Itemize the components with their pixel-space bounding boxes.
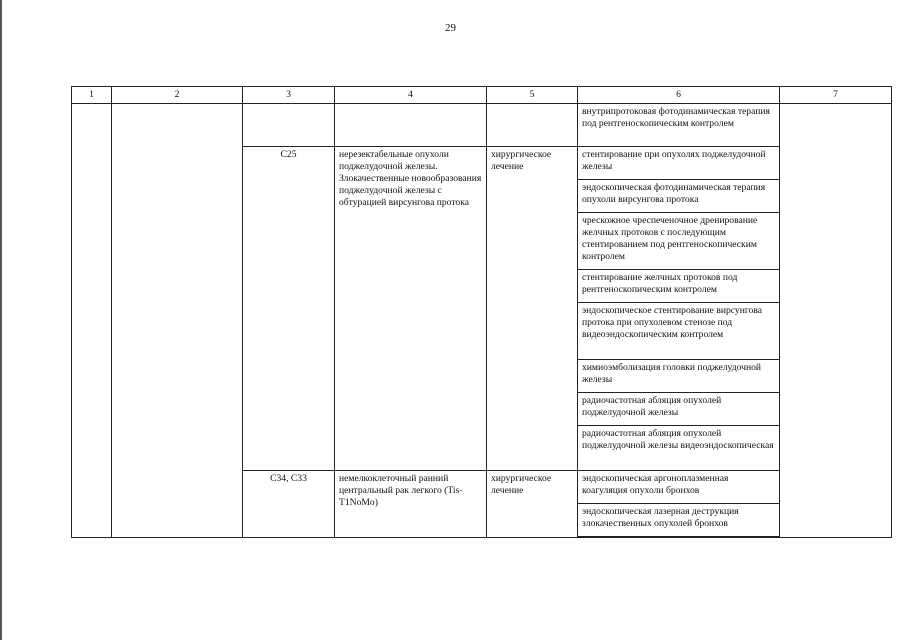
method-cell: химиоэмболизация головки поджелудочной железы (578, 360, 780, 393)
table-row (72, 104, 892, 147)
code-cell (243, 104, 335, 147)
method-cell: радиочастотная абляция опухолей поджелудочной железы видеоэндоскопическая (578, 426, 780, 471)
method-cell: эндоскопическая аргоноплазменная коагуляция опухоли бронхов (578, 471, 780, 504)
method-cell: радиочастотная абляция опухолей поджелудочной железы (578, 393, 780, 426)
col1-cell (72, 104, 112, 538)
col2-cell (112, 104, 243, 538)
header-col-1: 1 (72, 87, 112, 104)
header-row (72, 87, 892, 104)
method-cell: эндоскопическая фотодинамическая терапия опухоли вирсунгова протока (578, 180, 780, 213)
method-cell: эндоскопическое стентирование вирсунгова протока при опухолевом стенозе под видеоэндоскопическим контролем (578, 303, 780, 360)
diagnosis-cell (335, 104, 487, 147)
header-col-6: 6 (578, 87, 780, 104)
diagnosis-cell: нерезектабельные опухоли поджелудочной железы. Злокачественные новообразования поджелудочной железы с обтурацией вирсунгова протока (335, 147, 487, 471)
method-cell: внутрипротоковая фотодинамическая терапия под рентгеноскопическим контролем (578, 104, 780, 147)
method-cell: чрескожное чреспеченочное дренирование желчных протоков с последующим стентированием под рентгеноскопическим контролем (578, 213, 780, 270)
header-col-5: 5 (487, 87, 578, 104)
filler-cell (578, 537, 780, 538)
method-cell: стентирование при опухолях поджелудочной железы (578, 147, 780, 180)
method-cell: эндоскопическая лазерная деструкция злокачественных опухолей бронхов (578, 504, 780, 537)
method-cell: стентирование желчных протоков под рентгеноскопическим контролем (578, 270, 780, 303)
header-col-2: 2 (112, 87, 243, 104)
header-col-4: 4 (335, 87, 487, 104)
code-cell: C25 (243, 147, 335, 471)
header-col-7: 7 (780, 87, 892, 104)
services-table (71, 86, 892, 538)
treatment-cell (487, 104, 578, 147)
page-number: 29 (445, 22, 456, 34)
col7-cell (780, 104, 892, 538)
header-col-3: 3 (243, 87, 335, 104)
treatment-cell: хирургическое лечение (487, 471, 578, 538)
diagnosis-cell: немелкоклеточный ранний центральный рак легкого (Tis-T1NoMo) (335, 471, 487, 538)
code-cell: C34, C33 (243, 471, 335, 538)
scan-left-edge (0, 0, 2, 640)
treatment-cell: хирургическое лечение (487, 147, 578, 471)
